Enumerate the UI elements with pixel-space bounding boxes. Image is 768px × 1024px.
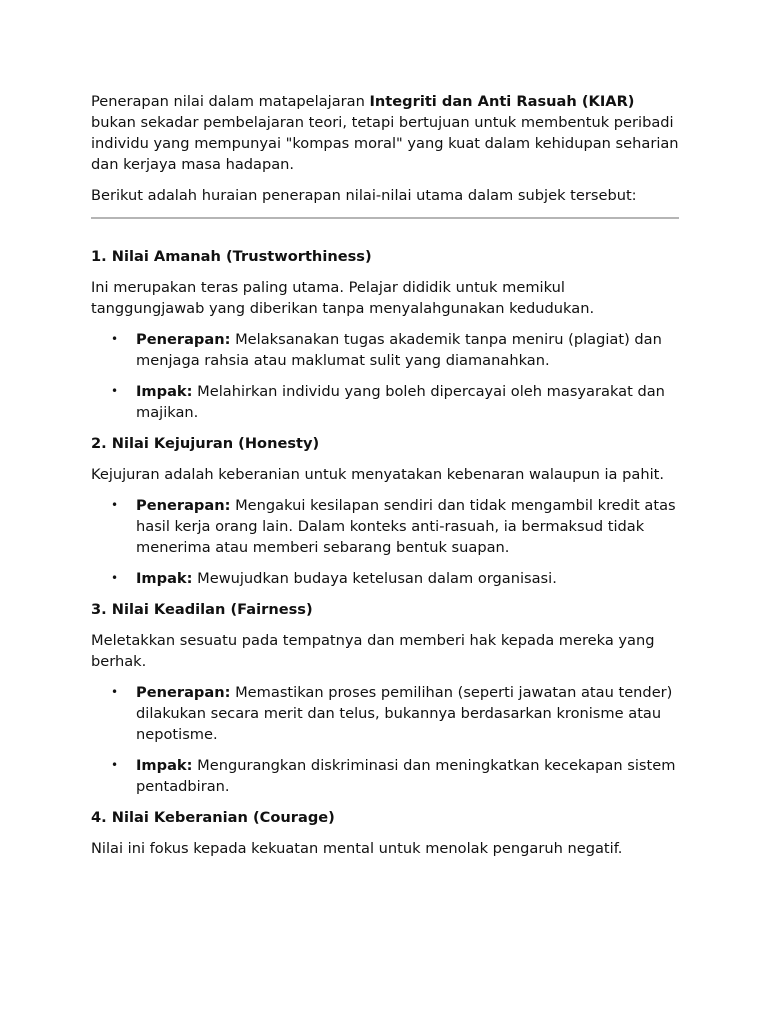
- section-divider: [91, 217, 679, 219]
- document-body: [91, 91, 679, 859]
- list-item-text: Mewujudkan budaya ketelusan dalam organisasi.: [192, 570, 557, 587]
- section-list-kejujuran: [91, 495, 679, 589]
- bullet-icon: •: [111, 498, 119, 512]
- list-item-label: Penerapan:: [136, 331, 231, 348]
- section-list-keadilan: [91, 682, 679, 797]
- bullet-icon: •: [111, 332, 119, 346]
- bullet-icon: •: [111, 758, 119, 772]
- section-desc-kejujuran: Kejujuran adalah keberanian untuk menyatakan kebenaran walaupun ia pahit.: [91, 466, 665, 483]
- section-heading-keberanian: 4. Nilai Keberanian (Courage): [91, 809, 335, 826]
- list-item-label: Impak:: [136, 570, 193, 587]
- list-item-label: Impak:: [136, 757, 193, 774]
- list-item-text: Memastikan proses pemilihan (seperti jawatan atau tender) dilakukan secara merit dan telus, bukannya berdasarkan kronisme atau nepotisme.: [136, 684, 673, 743]
- section-desc-keadilan: Meletakkan sesuatu pada tempatnya dan memberi hak kepada mereka yang berhak.: [91, 632, 655, 670]
- section-heading-kejujuran: 2. Nilai Kejujuran (Honesty): [91, 435, 320, 452]
- section-desc-keberanian: Nilai ini fokus kepada kekuatan mental untuk menolak pengaruh negatif.: [91, 840, 623, 857]
- bullet-icon: •: [111, 571, 119, 585]
- list-item-penerapan: [91, 495, 679, 558]
- list-item-text: Mengakui kesilapan sendiri dan tidak mengambil kredit atas hasil kerja orang lain. Dalam konteks anti-rasuah, ia bermaksud tidak menerima atau memberi sebarang bentuk suapan.: [136, 497, 676, 556]
- section-heading-amanah: 1. Nilai Amanah (Trustworthiness): [91, 248, 372, 265]
- list-item-label: Penerapan:: [136, 497, 231, 514]
- list-item-text: Melahirkan individu yang boleh dipercayai oleh masyarakat dan majikan.: [136, 383, 665, 421]
- list-item-penerapan: [91, 329, 679, 371]
- list-item-text: Melaksanakan tugas akademik tanpa meniru (plagiat) dan menjaga rahsia atau maklumat sulit yang diamanahkan.: [136, 331, 662, 369]
- list-item-penerapan: [91, 682, 679, 745]
- list-item-impak: [91, 755, 679, 797]
- intro-text-end: bukan sekadar pembelajaran teori, tetapi bertujuan untuk membentuk peribadi individu yang mempunyai "kompas moral" yang kuat dalam kehidupan seharian dan kerjaya masa hadapan.: [91, 114, 679, 173]
- section-list-amanah: [91, 329, 679, 423]
- intro-lead-paragraph: Berikut adalah huraian penerapan nilai-nilai utama dalam subjek tersebut:: [91, 187, 637, 204]
- intro-paragraph: [91, 91, 679, 175]
- intro-subject-name: Integriti dan Anti Rasuah (KIAR): [369, 93, 635, 110]
- list-item-impak: [91, 568, 679, 589]
- list-item-label: Penerapan:: [136, 684, 231, 701]
- list-item-text: Mengurangkan diskriminasi dan meningkatkan kecekapan sistem pentadbiran.: [136, 757, 676, 795]
- section-heading-keadilan: 3. Nilai Keadilan (Fairness): [91, 601, 313, 618]
- bullet-icon: •: [111, 384, 119, 398]
- section-desc-amanah: Ini merupakan teras paling utama. Pelajar dididik untuk memikul tanggungjawab yang diberikan tanpa menyalahgunakan kedudukan.: [91, 279, 595, 317]
- bullet-icon: •: [111, 685, 119, 699]
- intro-text-start: Penerapan nilai dalam matapelajaran: [91, 93, 370, 110]
- list-item-label: Impak:: [136, 383, 193, 400]
- list-item-impak: [91, 381, 679, 423]
